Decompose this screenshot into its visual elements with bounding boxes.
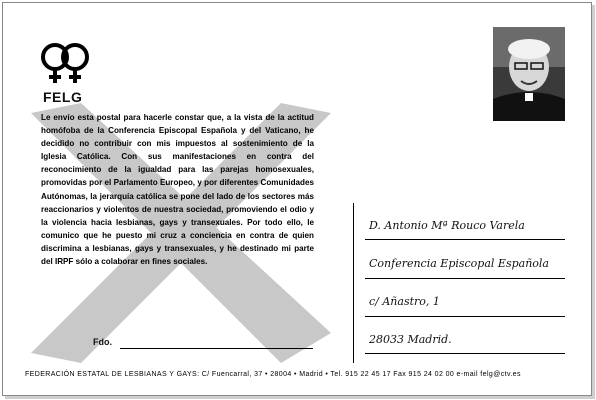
address-street: c/ Añastro, 1 [369,295,440,308]
footer-address: FEDERACIÓN ESTATAL DE LESBIANAS Y GAYS: C/ Fuencarral, 37 • 28004 • Madrid • Tel. 915 22 45 17 Fax 915 24 02 00 e-mail felg@ctv.es [25,371,521,378]
logo-text: FELG [43,89,83,105]
message-body: Le envío esta postal para hacerle constar que, a la vista de la actitud homófoba de la Conferencia Episcopal Española y del Vaticano, he decidido no contribuir con mis impuestos al sostenimiento de la Iglesia Católica. Con sus manifestaciones en contra del reconocimiento de la igualdad para las parejas homosexuales, promovidas por el Parlamento Europeo, y por diferentes Comunidades Autónomas, la jerarquía católica se pone del lado de los sectores más reaccionarios y violentos de nuestra sociedad, promoviendo el odio y la violencia hacia lesbianas, gays y transexuales. Por todo ello, le comunico que he puesto mi cruz a conciencia en contra de quien discrimina a lesbianas, gays y transexuales, y he destinado mi parte del IRPF sólo a colaborar en fines sociales. [41,113,314,267]
signature-label: Fdo. [93,337,112,347]
address-city: 28033 Madrid. [369,333,452,346]
address-line-1 [365,239,565,240]
address-line-4 [365,353,565,354]
priest-photo [493,27,565,121]
address-org: Conferencia Episcopal Española [369,257,549,270]
address-divider [353,203,354,363]
postcard [2,2,592,396]
address-name: D. Antonio Mª Rouco Varela [369,219,525,232]
address-line-2 [365,278,565,279]
address-line-3 [365,316,565,317]
signature-line [120,348,313,349]
